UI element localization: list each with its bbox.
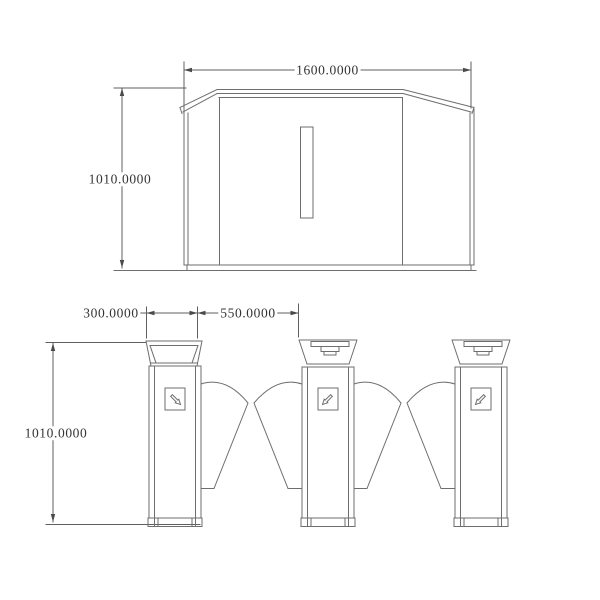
pedestal-base [301, 518, 355, 527]
pedestal-right [452, 340, 510, 527]
dim-label-height-1010-front: 1010.0000 [88, 171, 152, 187]
dim-arrow-icon [51, 514, 55, 522]
cabinet-outline [180, 90, 474, 271]
dim-label-lane-width-550: 550.0000 [220, 305, 276, 321]
dim-arrow-icon [190, 311, 198, 315]
dim-arrow-icon [184, 68, 192, 72]
dim-arrow-icon [147, 311, 155, 315]
dim-label-height-1010-lane: 1010.0000 [24, 425, 88, 441]
pedestal-left [146, 341, 202, 527]
pedestal-base [454, 518, 508, 527]
dim-label-width-1600: 1600.0000 [296, 62, 359, 78]
pedestal-base [148, 518, 202, 527]
flap-wing [407, 382, 455, 488]
dim-arrow-icon [291, 311, 299, 315]
lane-front-view [46, 304, 510, 527]
center-slot [301, 127, 314, 218]
flap-wing [201, 382, 248, 488]
dim-label-pedestal-width-300: 300.0000 [83, 305, 139, 321]
flap-wing [354, 382, 401, 488]
dim-arrow-icon [120, 88, 124, 96]
dimension-300 [138, 307, 198, 338]
dim-arrow-icon [463, 68, 471, 72]
front-elevation-view [114, 62, 476, 271]
flap-wing [254, 382, 302, 488]
pedestal-middle [299, 340, 357, 527]
dim-arrow-icon [120, 260, 124, 268]
dim-arrow-icon [198, 311, 206, 315]
dim-arrow-icon [51, 343, 55, 351]
